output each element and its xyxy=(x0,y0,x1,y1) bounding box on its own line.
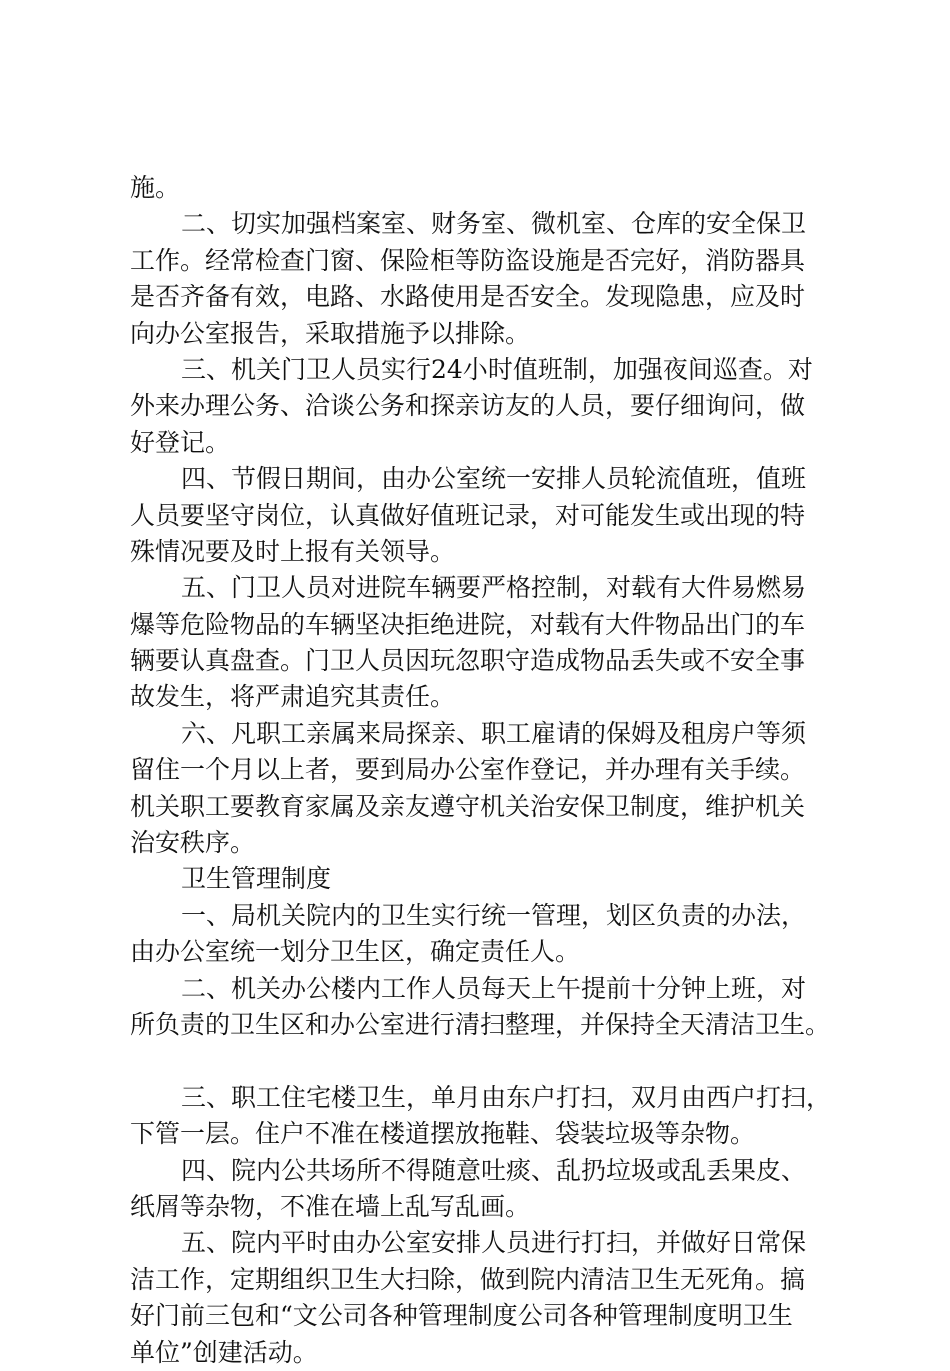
text-line: 三、职工住宅楼卫生，单月由东户打扫，双月由西户打扫， xyxy=(181,1082,832,1112)
document-body xyxy=(130,170,835,1371)
text-line: 四、院内公共场所不得随意吐痰、乱扔垃圾或乱丢果皮、 xyxy=(181,1155,807,1185)
text-line: 好门前三包和“文公司各种管理制度公司各种管理制度明卫生 xyxy=(130,1301,793,1331)
text-line: 人员要坚守岗位，认真做好值班记录，对可能发生或出现的特 xyxy=(130,500,806,530)
text-line: 故发生，将严肃追究其责任。 xyxy=(130,682,456,712)
text-line: 二、切实加强档案室、财务室、微机室、仓库的安全保卫 xyxy=(181,209,807,239)
text-line: 一、局机关院内的卫生实行统一管理，划区负责的办法， xyxy=(181,900,807,930)
section-heading: 卫生管理制度 xyxy=(181,864,332,894)
text-line: 向办公室报告，采取措施予以排除。 xyxy=(130,318,531,348)
text-line: 爆等危险物品的车辆坚决拒绝进院，对载有大件物品出门的车 xyxy=(130,609,806,639)
text-line: 四、节假日期间，由办公室统一安排人员轮流值班，值班 xyxy=(181,464,807,494)
text-line: 机关职工要教育家属及亲友遵守机关治安保卫制度，维护机关 xyxy=(130,791,806,821)
text-line: 六、凡职工亲属来局探亲、职工雇请的保姆及租房户等须 xyxy=(181,718,807,748)
text-line: 由办公室统一划分卫生区，确定责任人。 xyxy=(130,937,581,967)
text-line: 三、机关门卫人员实行24小时值班制，加强夜间巡查。对 xyxy=(181,354,813,384)
text-line: 施。 xyxy=(130,173,181,202)
text-line: 殊情况要及时上报有关领导。 xyxy=(130,536,456,566)
text-line: 所负责的卫生区和办公室进行清扫整理，并保持全天清洁卫生。 xyxy=(130,1009,831,1039)
blank-line xyxy=(130,1043,835,1079)
text-line: 治安秩序。 xyxy=(130,828,256,858)
text-line: 洁工作，定期组织卫生大扫除，做到院内清洁卫生无死角。搞 xyxy=(130,1264,806,1294)
text-line: 下管一层。住户不准在楼道摆放拖鞋、袋装垃圾等杂物。 xyxy=(130,1119,756,1149)
text-line: 辆要认真盘查。门卫人员因玩忽职守造成物品丢失或不安全事 xyxy=(130,646,806,676)
text-line: 好登记。 xyxy=(130,427,231,457)
text-line: 外来办理公务、洽谈公务和探亲访友的人员，要仔细询问，做 xyxy=(130,391,806,421)
text-line: 单位”创建活动。 xyxy=(130,1337,318,1367)
text-line: 工作。经常检查门窗、保险柜等防盗设施是否完好，消防器具 xyxy=(130,245,806,275)
text-line: 纸屑等杂物，不准在墙上乱写乱画。 xyxy=(130,1191,531,1221)
text-line: 五、院内平时由办公室安排人员进行打扫，并做好日常保 xyxy=(181,1228,807,1258)
text-line: 留住一个月以上者，要到局办公室作登记，并办理有关手续。 xyxy=(130,755,806,785)
text-line: 二、机关办公楼内工作人员每天上午提前十分钟上班，对 xyxy=(181,973,807,1003)
text-line: 五、门卫人员对进院车辆要严格控制，对载有大件易燃易 xyxy=(181,573,807,603)
text-line: 是否齐备有效，电路、水路使用是否安全。发现隐患，应及时 xyxy=(130,282,806,312)
